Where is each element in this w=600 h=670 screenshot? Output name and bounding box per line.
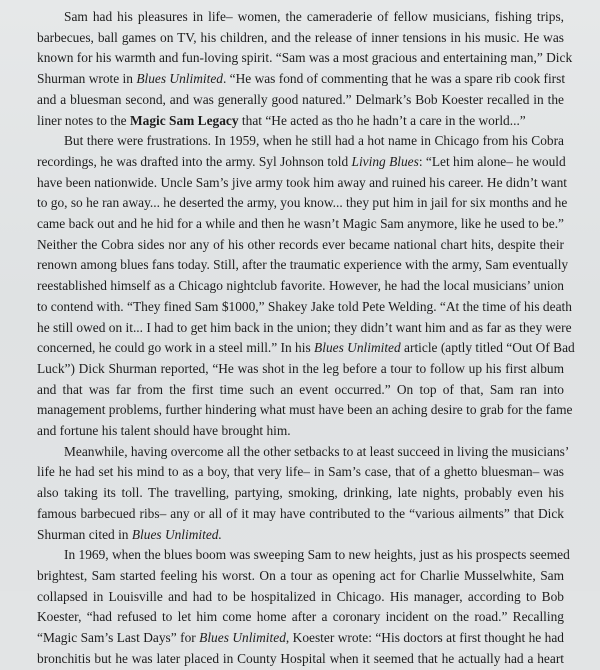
text-segment: liner notes to the xyxy=(37,112,130,128)
text-line xyxy=(37,48,573,69)
text-segment: management problems, further hindering what must have been an aching desire to grab for the fame xyxy=(37,402,573,418)
text-segment: Meanwhile, having overcome all the other setbacks to at least succeed in living the musicians’ xyxy=(64,443,570,459)
text-segment: have been nationwide. Uncle Sam’s jive army took him away and ruined his career. He didn’t want xyxy=(37,174,568,190)
text-segment: . “He was fond of commenting that he was a spare rib cook first xyxy=(222,71,566,87)
text-segment: , Koester wrote: “His doctors at first thought he had xyxy=(285,630,565,646)
text-line xyxy=(37,69,564,90)
text-segment: to contend with. “They fined Sam $1000,” Shakey Jake told Pete Welding. “At the time of his death xyxy=(37,298,572,314)
text-line xyxy=(37,90,564,111)
text-line xyxy=(37,152,564,173)
text-line xyxy=(37,131,564,152)
italic-title: Blues Unlimited xyxy=(136,71,223,87)
text-segment: Luck”) Dick Shurman reported, “He was shot in the leg before a tour to follow up his first album xyxy=(37,360,564,376)
text-line xyxy=(37,462,564,483)
text-line xyxy=(37,214,564,235)
text-segment: and fortune his talent should have brought him. xyxy=(37,423,291,439)
text-segment: Shurman wrote in xyxy=(37,71,137,87)
text-segment: known for his warmth and fun-loving spirit. “Sam was a most gracious and entertaining man,” Dick xyxy=(37,50,573,66)
text-line xyxy=(37,193,568,214)
text-line xyxy=(37,318,572,339)
text-line xyxy=(37,255,569,276)
text-segment: Neither the Cobra sides nor any of his other records ever became national chart hits, despite their xyxy=(37,236,564,252)
text-segment: collapsed in Louisville and had to be hospitalized in Chicago. His manager, according to Bob xyxy=(37,588,564,604)
text-segment: bronchitis but he was later placed in County Hospital when it seemed that he actually had a heart xyxy=(37,650,564,666)
text-line xyxy=(37,587,564,608)
text-line xyxy=(37,111,564,132)
text-line xyxy=(37,525,564,546)
text-segment: Sam had his pleasures in life– women, the cameraderie of fellow musicians, fishing trips, xyxy=(64,9,564,24)
text-segment: brightest, Sam started feeling his worst. On a tour as opening act for Charlie Musselwhite, Sam xyxy=(37,567,564,583)
text-line xyxy=(37,338,575,359)
text-segment: life he had set his mind to as a boy, that very life– in Sam’s case, that of a ghetto bluesman– was xyxy=(37,464,564,480)
text-line xyxy=(37,421,564,442)
text-line xyxy=(37,400,573,421)
text-segment: that “He acted as tho he hadn’t a care in the world...” xyxy=(238,112,526,128)
text-segment: : “Let him alone– he would xyxy=(418,153,566,169)
text-line xyxy=(37,504,564,525)
text-segment: concerned, he could go work in a steel mill.” In his xyxy=(37,340,315,356)
text-line xyxy=(37,380,564,401)
text-line xyxy=(37,442,570,463)
text-segment: he still owed on it... I had to get him back in the union; they didn’t want him and as far as they were xyxy=(37,319,572,335)
text-segment: recordings, he was drafted into the army. Syl Johnson told xyxy=(37,153,352,169)
text-line xyxy=(37,607,564,628)
text-line xyxy=(37,545,570,566)
text-segment: to go, so he ran away... he deserted the army, you know... they put him in jail for six months and he xyxy=(37,195,568,211)
italic-title: Blues Unlimited. xyxy=(131,526,222,542)
text-line xyxy=(37,7,564,28)
text-segment: reestablished himself as a Chicago nightclub favorite. However, he had the local musicians’ union xyxy=(37,278,564,294)
italic-title: Blues Unlimited xyxy=(199,630,286,646)
italic-title: Blues Unlimited xyxy=(314,340,401,356)
text-line xyxy=(37,276,564,297)
italic-title: Living Blues xyxy=(351,153,419,169)
text-segment: and that was far from the first time such an event occurred.” On top of that, Sam ran into xyxy=(37,381,564,397)
text-segment: came back out and he hid for a while and then he wasn’t Magic Sam anymore, like he used to be.” xyxy=(37,216,564,232)
text-segment: Koester, “had refused to let him come home after a coronary incident on the road.” Recalling xyxy=(37,609,564,625)
text-line xyxy=(37,628,564,649)
text-line xyxy=(37,28,564,49)
text-segment: renown among blues fans today. Still, after the traumatic experience with the army, Sam eventually xyxy=(37,257,569,273)
text-line xyxy=(37,297,572,318)
text-segment: But there were frustrations. In 1959, when he still had a hot name in Chicago from his Cobra xyxy=(64,133,564,149)
text-segment: famous barbecued ribs– any or all of it may have contributed to the “various ailments” that Dick xyxy=(37,505,564,521)
text-segment: article (aptly titled “Out Of Bad xyxy=(400,340,575,356)
bold-title: Magic Sam Legacy xyxy=(129,112,239,128)
text-line xyxy=(37,173,568,194)
text-segment: and a bluesman second, and was generally good natured.” Delmark’s Bob Koester recalled in the xyxy=(37,91,564,107)
text-segment: also taking its toll. The travelling, partying, smoking, drinking, late nights, probably even his xyxy=(37,485,564,501)
text-segment: barbecues, ball games on TV, his children, and the release of inner tensions in his music. He was xyxy=(37,29,564,45)
text-line xyxy=(37,235,564,256)
text-line xyxy=(37,566,564,587)
text-line xyxy=(37,649,564,670)
text-line xyxy=(37,359,564,380)
text-segment: “Magic Sam’s Last Days” for xyxy=(37,630,200,646)
text-segment: In 1969, when the blues boom was sweeping Sam to new heights, just as his prospects seemed xyxy=(64,547,570,563)
liner-notes-text xyxy=(37,7,575,670)
text-line xyxy=(37,483,564,504)
text-segment: Shurman cited in xyxy=(37,526,132,542)
